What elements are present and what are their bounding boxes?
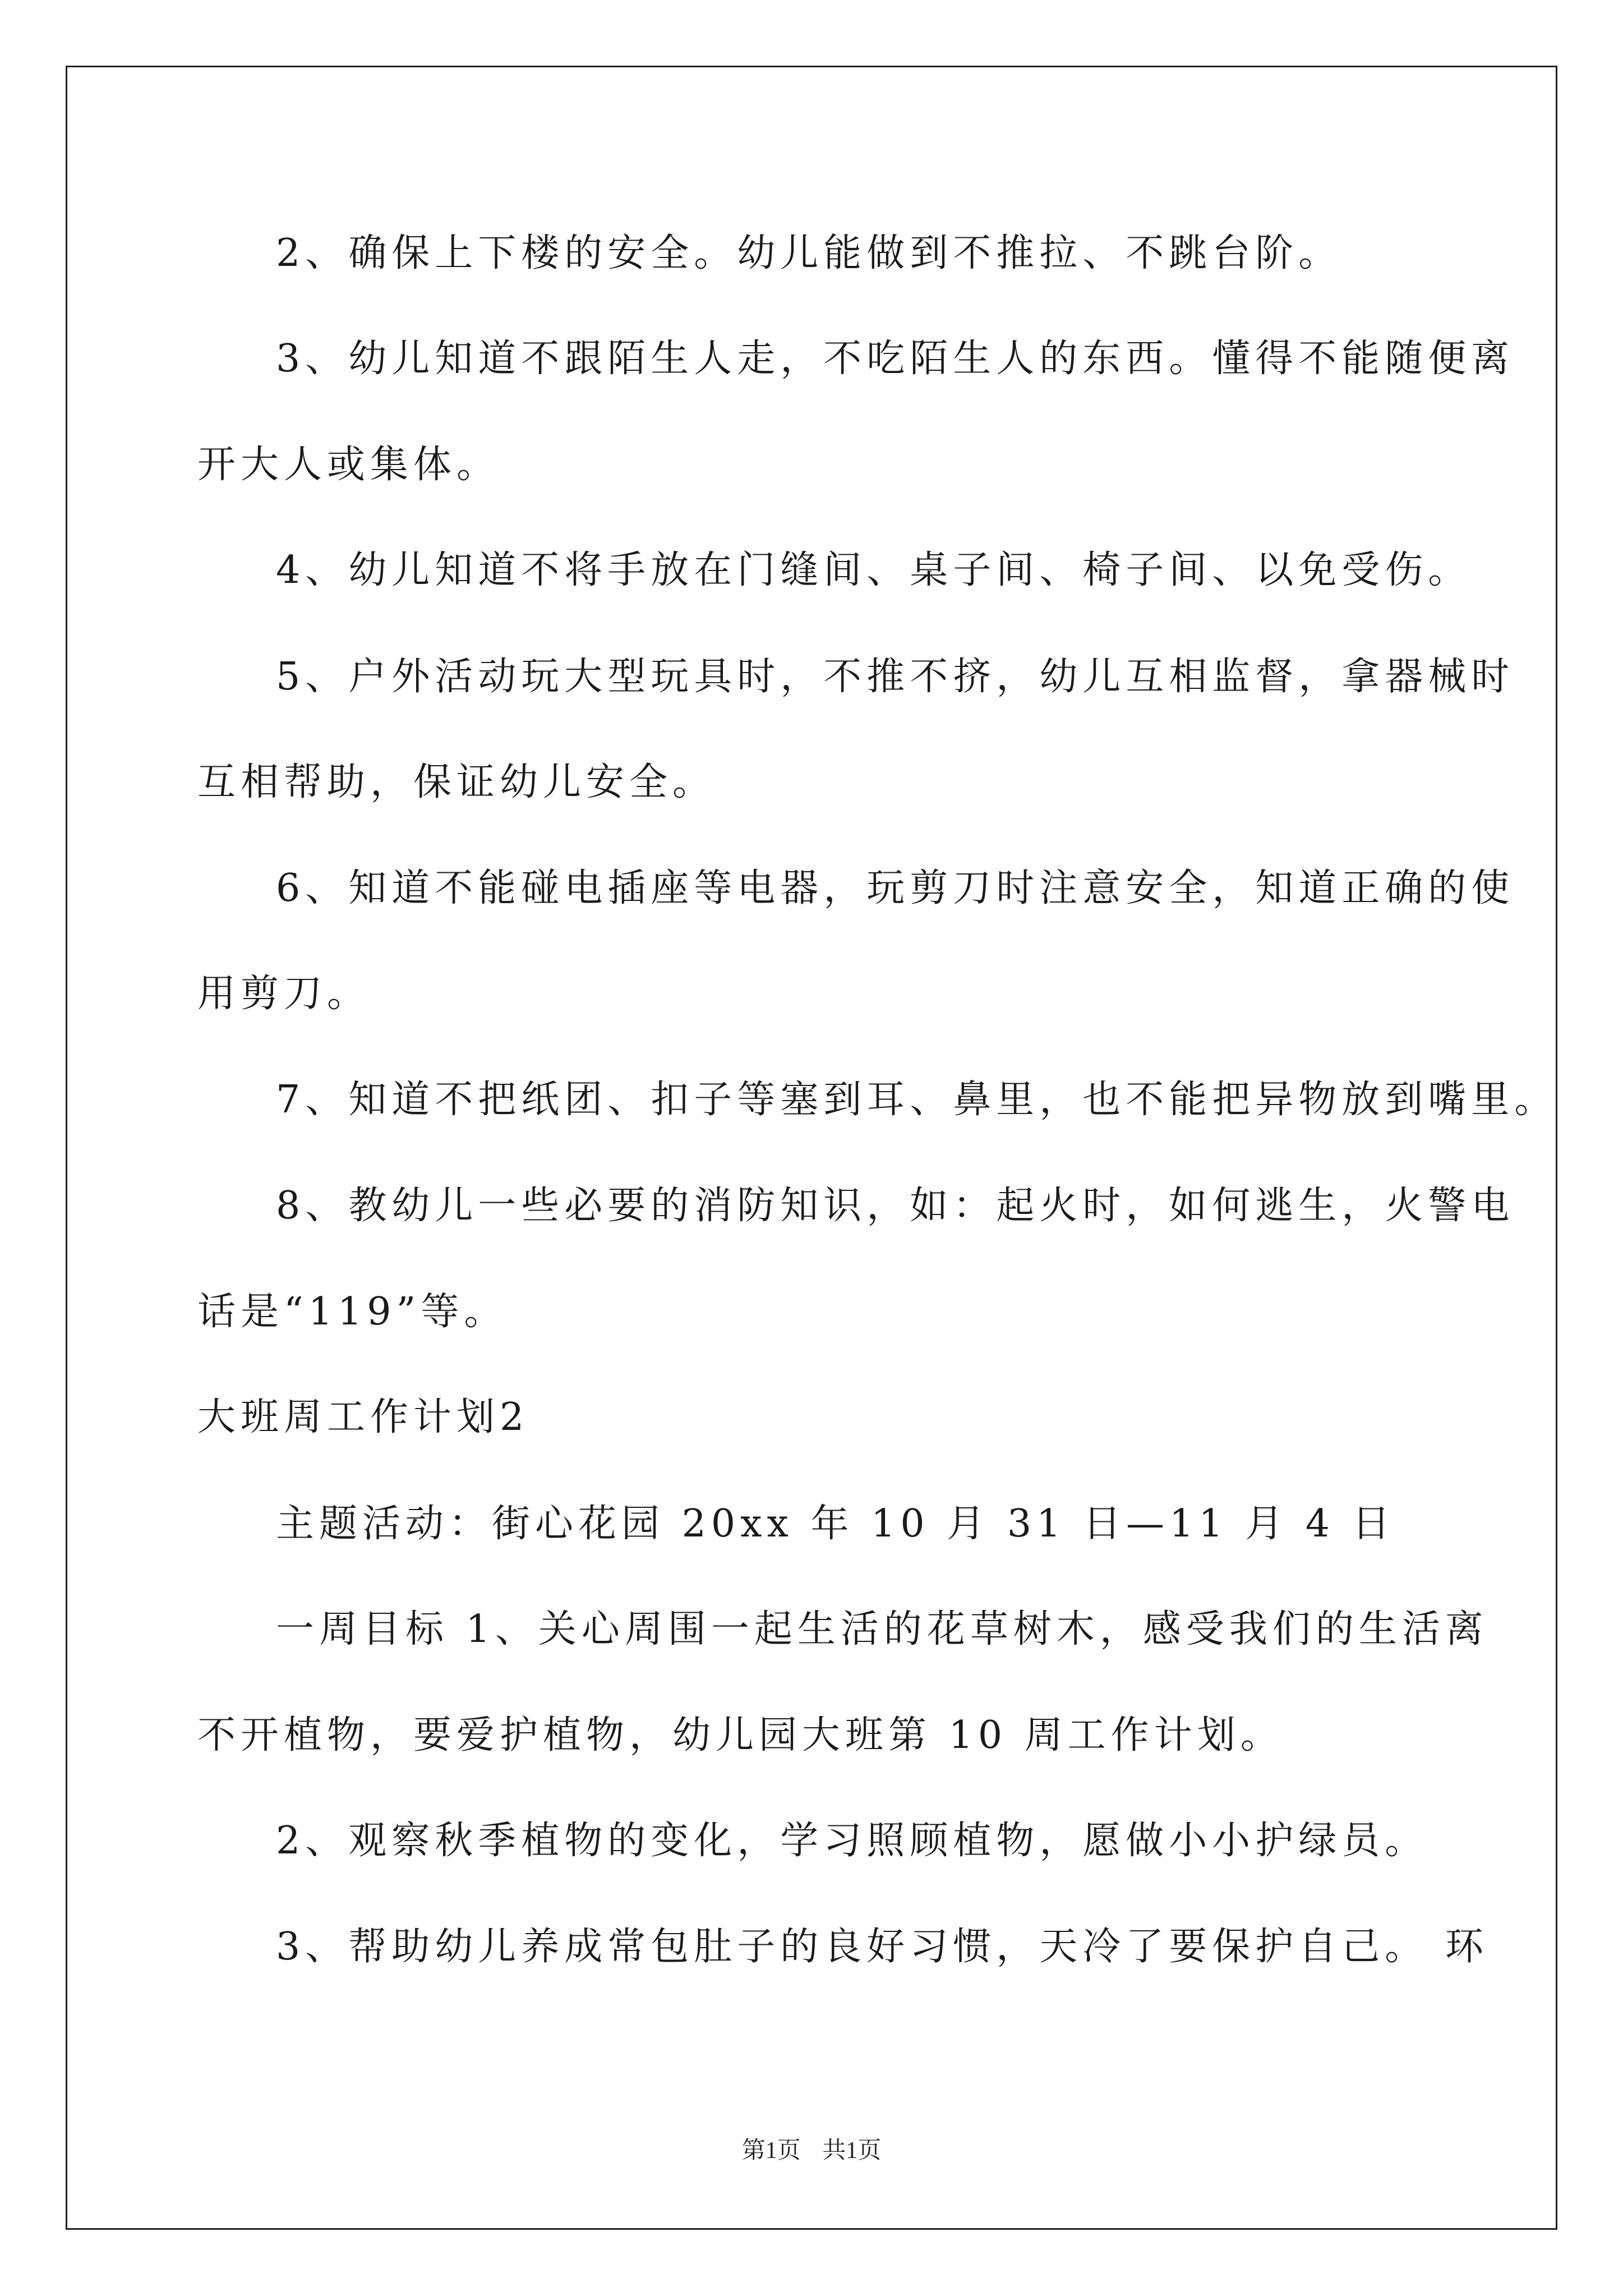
page-border — [66, 66, 1557, 2230]
paragraph-line: 4、幼儿知道不将手放在门缝间、桌子间、椅子间、以免受伤。 — [276, 548, 1472, 592]
paragraph-line: 互相帮助，保证幼儿安全。 — [197, 760, 716, 804]
section-heading: 大班周工作计划2 — [197, 1395, 529, 1439]
paragraph-line: 3、幼儿知道不跟陌生人走，不吃陌生人的东西。懂得不能随便离 — [276, 337, 1515, 381]
paragraph-line: 7、知道不把纸团、扣子等塞到耳、鼻里，也不能把异物放到嘴里。 — [276, 1078, 1558, 1122]
paragraph-line: 开大人或集体。 — [197, 443, 500, 487]
paragraph-line: 一周目标 1、关心周围一起生活的花草树木，感受我们的生活离 — [276, 1607, 1488, 1651]
paragraph-line: 不开植物，要爱护植物，幼儿园大班第 10 周工作计划。 — [197, 1713, 1284, 1757]
paragraph-line: 用剪刀。 — [197, 972, 371, 1016]
page-footer — [0, 2132, 1623, 2165]
page-number: 第1页 — [741, 2138, 801, 2164]
paragraph-line: 3、帮助幼儿养成常包肚子的良好习惯，天冷了要保护自己。 环 — [276, 1925, 1488, 1969]
paragraph-line: 话是“119”等。 — [197, 1290, 508, 1334]
paragraph-line: 2、确保上下楼的安全。幼儿能做到不推拉、不跳台阶。 — [276, 231, 1342, 275]
paragraph-line: 6、知道不能碰电插座等电器，玩剪刀时注意安全，知道正确的使 — [276, 866, 1515, 910]
paragraph-line: 主题活动：街心花园 20xx 年 10 月 31 日—11 月 4 日 — [276, 1502, 1395, 1546]
page-total: 共1页 — [822, 2138, 882, 2164]
paragraph-line: 8、教幼儿一些必要的消防知识，如：起火时，如何逃生，火警电 — [276, 1184, 1515, 1228]
paragraph-line: 2、观察秋季植物的变化，学习照顾植物，愿做小小护绿员。 — [276, 1819, 1428, 1863]
paragraph-line: 5、户外活动玩大型玩具时，不推不挤，幼儿互相监督，拿器械时 — [276, 655, 1515, 699]
